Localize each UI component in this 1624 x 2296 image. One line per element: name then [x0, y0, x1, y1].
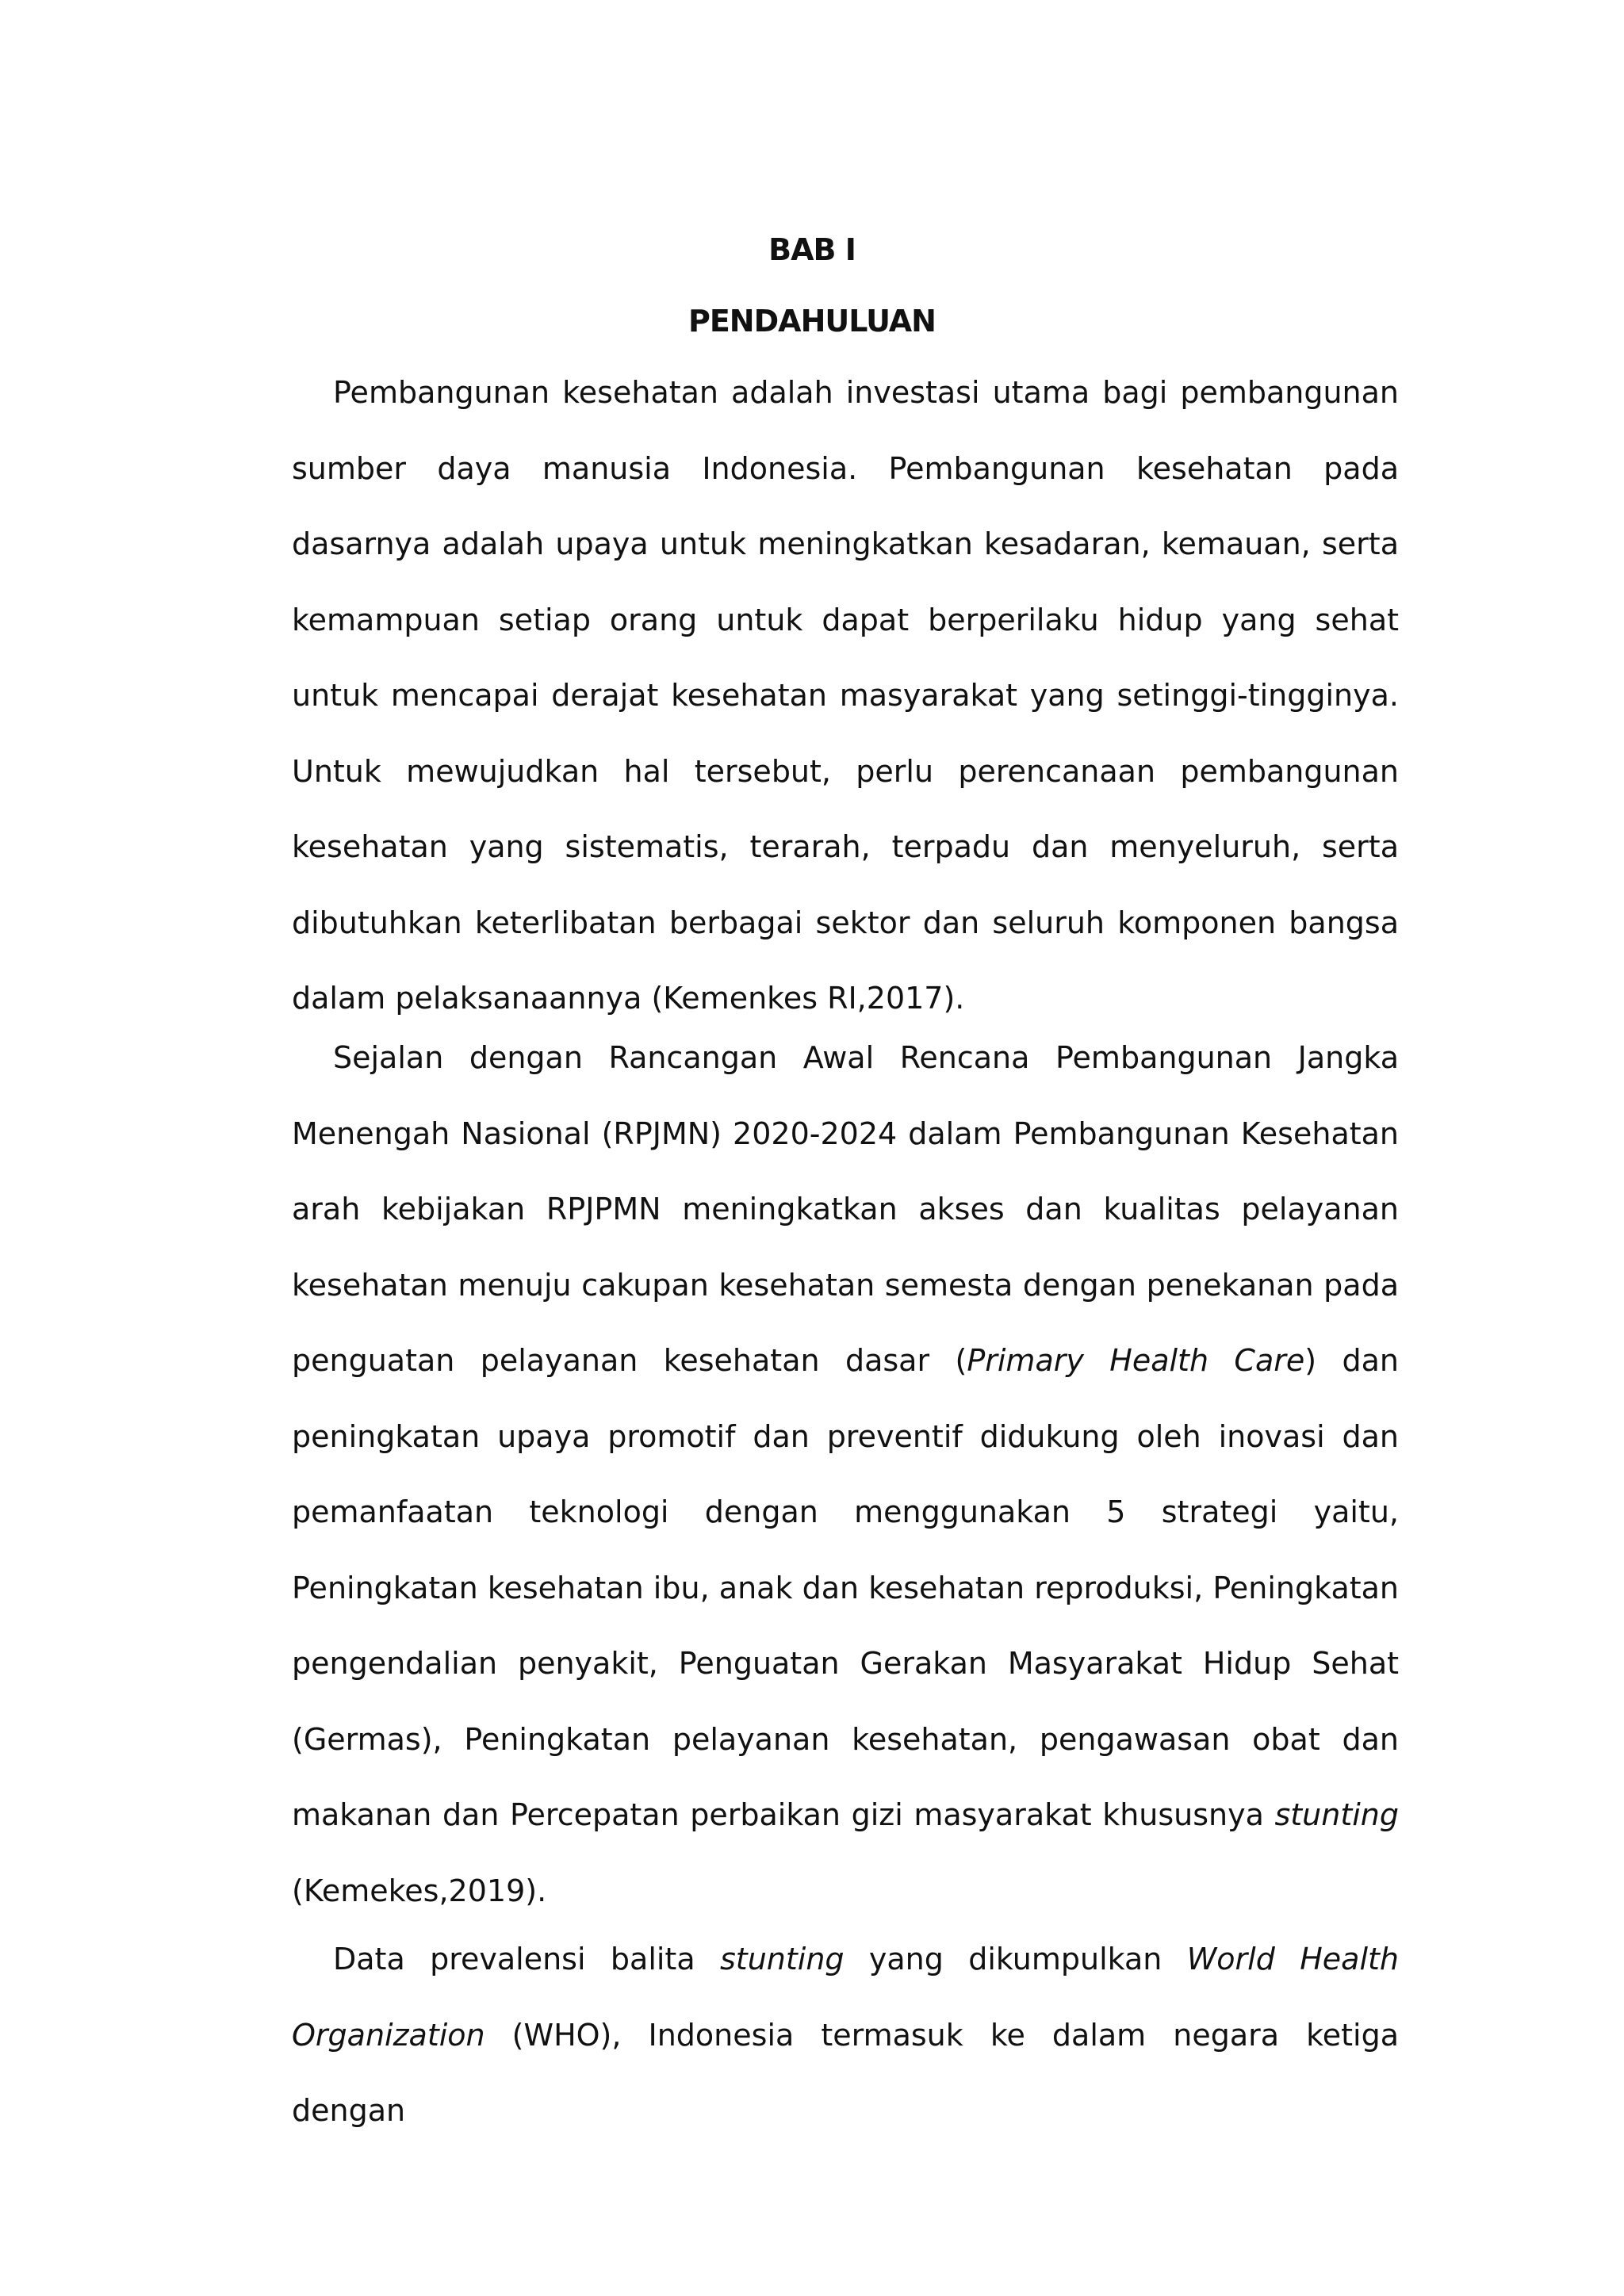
paragraph-2-text-part-2: ) dan peningkatan upaya promotif dan preventif didukung oleh inovasi dan pemanfaatan teknologi dengan menggunakan 5 strategi yaitu, Peningkatan kesehatan ibu, anak dan kesehatan reproduksi, Peningkatan pengendalian penyakit, Penguatan Gerakan Masyarakat Hidup Sehat (Germas), Peningkatan pelayanan kesehatan, pengawasan obat dan makanan dan Percepatan perbaikan gizi masyarakat khususnya [292, 1343, 1399, 1832]
paragraph-3-text-part-2: yang dikumpulkan [844, 1942, 1187, 1976]
paragraph-1-block [292, 355, 1399, 1037]
paragraph-3-block [292, 1922, 1399, 2149]
term-primary-health-care: Primary Health Care [967, 1343, 1305, 1378]
term-world-health-organization: World Health Organization [292, 1942, 1399, 2053]
paragraph-2-block [292, 1020, 1399, 1929]
paragraph-3-text-part-1: Data prevalensi balita [333, 1942, 720, 1976]
paragraph-2-text-part-3: (Kemekes,2019). [292, 1873, 547, 1908]
paragraph-2 [292, 1020, 1399, 1929]
term-stunting: stunting [720, 1942, 845, 1976]
paragraph-3-text-part-3: (WHO), Indonesia termasuk ke dalam negara ketiga dengan [292, 2017, 1399, 2128]
chapter-number: BAB I [768, 232, 856, 267]
paragraph-1 [292, 355, 1399, 1037]
chapter-title: PENDAHULUAN [688, 304, 936, 339]
paragraph-1-text: Pembangunan kesehatan adalah investasi utama bagi pembangunan sumber daya manusia Indonesia. Pembangunan kesehatan pada dasarnya adalah upaya untuk meningkatkan kesadaran, kemauan, serta kemampuan setiap orang untuk dapat berperilaku hidup yang sehat untuk mencapai derajat kesehatan masyarakat yang setinggi-tingginya. Untuk mewujudkan hal tersebut, perlu perencanaan pembangunan kesehatan yang sistematis, terarah, terpadu dan menyeluruh, serta dibutuhkan keterlibatan berbagai sektor dan seluruh komponen bangsa dalam pelaksanaannya (Kemenkes RI,2017). [292, 375, 1399, 1016]
term-stunting: stunting [1274, 1797, 1399, 1832]
paragraph-2-text-part-1: Sejalan dengan Rancangan Awal Rencana Pembangunan Jangka Menengah Nasional (RPJMN) 2020-2024 dalam Pembangunan Kesehatan arah kebijakan RPJPMN meningkatkan akses dan kualitas pelayanan kesehatan menuju cakupan kesehatan semesta dengan penekanan pada penguatan pelayanan kesehatan dasar ( [292, 1040, 1399, 1378]
paragraph-3 [292, 1922, 1399, 2149]
